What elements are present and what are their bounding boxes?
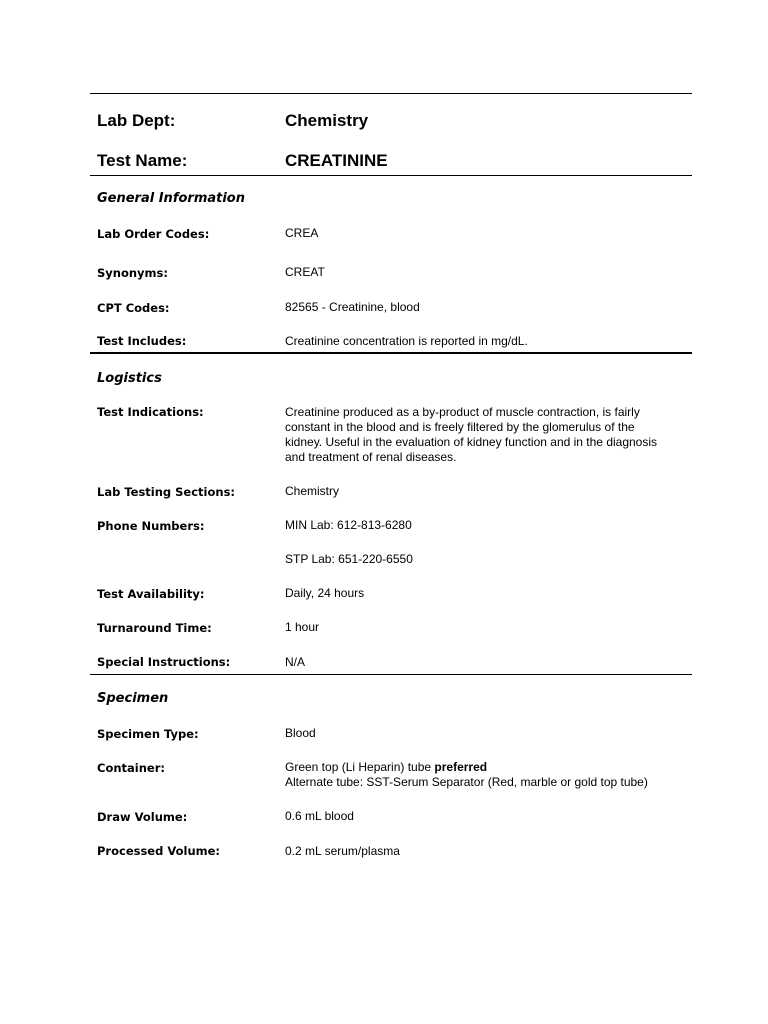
processed-volume-value: 0.2 mL serum/plasma: [285, 844, 400, 858]
processed-volume-label: Processed Volume:: [97, 844, 221, 858]
synonyms-label: Synonyms:: [97, 266, 168, 280]
cpt-codes-label: CPT Codes:: [97, 301, 170, 315]
logistics-heading: Logistics: [97, 371, 162, 386]
specimen-type-value: Blood: [285, 726, 316, 740]
test-includes-value: Creatinine concentration is reported in mg/dL.: [285, 334, 528, 348]
lab-testing-sections-value: Chemistry: [285, 484, 340, 498]
test-indications-label: Test Indications:: [97, 405, 204, 419]
draw-volume-label: Draw Volume:: [97, 810, 188, 824]
test-includes-label: Test Includes:: [97, 334, 187, 348]
lab-dept-value: Chemistry: [285, 111, 369, 130]
test-indications-line: kidney. Useful in the evaluation of kidney function and in the diagnosis: [285, 435, 658, 449]
container-preferred-line: [285, 760, 685, 775]
top-rule: [90, 93, 692, 94]
turnaround-time-label: Turnaround Time:: [97, 621, 212, 635]
test-indications-line: constant in the blood and is freely filtered by the glomerulus of the: [285, 420, 635, 434]
lab-testing-sections-label: Lab Testing Sections:: [97, 485, 236, 499]
test-indications-value: [285, 405, 685, 465]
specimen-type-label: Specimen Type:: [97, 727, 199, 741]
cpt-codes-value: 82565 - Creatinine, blood: [285, 300, 420, 314]
test-name-label: Test Name:: [97, 151, 188, 170]
container-label: Container:: [97, 761, 165, 775]
general-information-heading: General Information: [97, 191, 245, 206]
specimen-heading: Specimen: [97, 691, 169, 706]
general-section-rule: [90, 352, 692, 354]
logistics-section-rule: [90, 674, 692, 675]
special-instructions-label: Special Instructions:: [97, 655, 231, 669]
test-availability-label: Test Availability:: [97, 587, 205, 601]
header-rule: [90, 175, 692, 176]
container-alternate-line: Alternate tube: SST-Serum Separator (Red, marble or gold top tube): [285, 775, 648, 789]
container-tube-text: Green top (Li Heparin) tube: [285, 760, 435, 774]
lab-order-codes-label: Lab Order Codes:: [97, 227, 210, 241]
test-name-value: CREATININE: [285, 151, 388, 170]
phone-numbers-label: Phone Numbers:: [97, 519, 205, 533]
draw-volume-value: 0.6 mL blood: [285, 809, 354, 823]
phone-stp-lab: STP Lab: 651-220-6550: [285, 552, 413, 566]
test-indications-line: and treatment of renal diseases.: [285, 450, 457, 464]
lab-dept-label: Lab Dept:: [97, 111, 176, 130]
special-instructions-value: N/A: [285, 655, 306, 669]
synonyms-value: CREAT: [285, 265, 325, 279]
container-value: [285, 760, 685, 790]
test-availability-value: Daily, 24 hours: [285, 586, 365, 600]
turnaround-time-value: 1 hour: [285, 620, 320, 634]
preferred-emphasis: preferred: [434, 760, 488, 774]
phone-min-lab: MIN Lab: 612-813-6280: [285, 518, 412, 532]
test-indications-line: Creatinine produced as a by-product of muscle contraction, is fairly: [285, 405, 640, 419]
lab-order-codes-value: CREA: [285, 226, 319, 240]
